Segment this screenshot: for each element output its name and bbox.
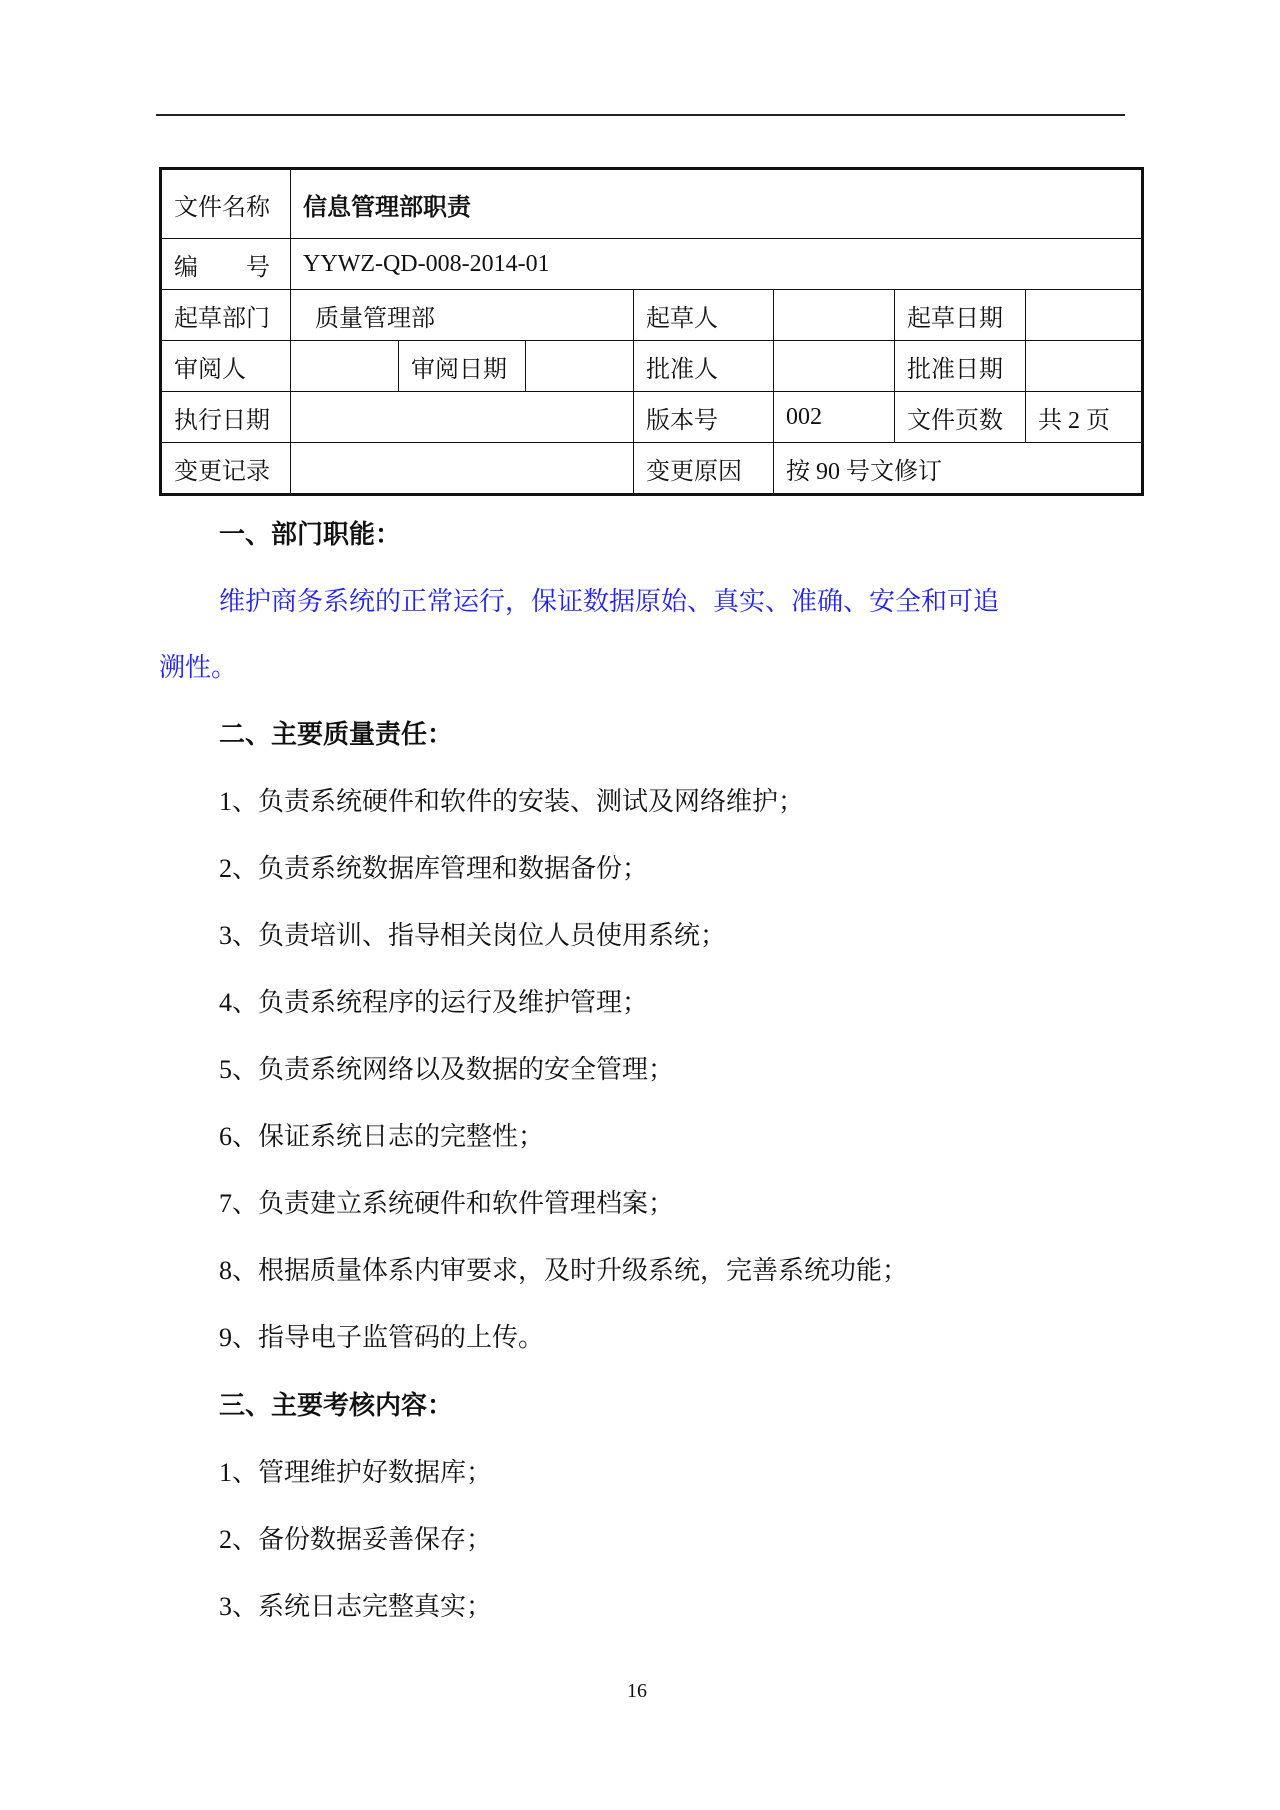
number-label: 编 号: [161, 239, 291, 290]
list-item: 3、负责培训、指导相关岗位人员使用系统；: [219, 921, 727, 950]
header-rule: [156, 114, 1125, 116]
section-1-body-line2: 溯性。: [159, 653, 238, 682]
review-date-value: [526, 341, 634, 392]
list-item: 1、负责系统硬件和软件的安装、测试及网络维护；: [219, 787, 805, 816]
change-reason-value: 按 90 号文修订: [774, 443, 1143, 495]
draft-date-label: 起草日期: [895, 290, 1026, 341]
approver-value: [774, 341, 895, 392]
list-item: 7、负责建立系统硬件和软件管理档案；: [219, 1189, 675, 1218]
version-value: 002: [774, 392, 895, 443]
list-item: 1、管理维护好数据库；: [219, 1458, 493, 1487]
file-name-value: 信息管理部职责: [291, 169, 1143, 239]
number-value: YYWZ-QD-008-2014-01: [291, 239, 1143, 290]
exec-date-label: 执行日期: [161, 392, 291, 443]
pages-value: 共 2 页: [1026, 392, 1143, 443]
page-number: 16: [627, 1680, 647, 1702]
reviewer-value: [291, 341, 399, 392]
change-reason-label: 变更原因: [634, 443, 774, 495]
change-record-label: 变更记录: [161, 443, 291, 495]
reviewer-label: 审阅人: [161, 341, 291, 392]
list-item: 2、备份数据妥善保存；: [219, 1525, 493, 1554]
draft-date-value: [1026, 290, 1143, 341]
review-date-label: 审阅日期: [399, 341, 526, 392]
draft-dept-label: 起草部门: [161, 290, 291, 341]
section-1-title: 一、部门职能：: [219, 520, 402, 549]
section-1-body-line1: 维护商务系统的正常运行，保证数据原始、真实、准确、安全和可追: [219, 587, 1000, 616]
section-2-title: 二、主要质量责任：: [219, 720, 454, 749]
version-label: 版本号: [634, 392, 774, 443]
exec-date-value: [291, 392, 634, 443]
list-item: 8、根据质量体系内审要求，及时升级系统，完善系统功能；: [219, 1256, 909, 1285]
file-name-label: 文件名称: [161, 169, 291, 239]
approve-date-value: [1026, 341, 1143, 392]
list-item: 4、负责系统程序的运行及维护管理；: [219, 988, 649, 1017]
list-item: 9、指导电子监管码的上传。: [219, 1323, 545, 1352]
list-item: 3、系统日志完整真实；: [219, 1592, 493, 1621]
drafter-value: [774, 290, 895, 341]
document-info-table: [159, 167, 1144, 496]
section-3-title: 三、主要考核内容：: [219, 1391, 454, 1420]
drafter-label: 起草人: [634, 290, 774, 341]
draft-dept-value: 质量管理部: [291, 290, 634, 341]
approve-date-label: 批准日期: [895, 341, 1026, 392]
pages-label: 文件页数: [895, 392, 1026, 443]
list-item: 6、保证系统日志的完整性；: [219, 1122, 545, 1151]
approver-label: 批准人: [634, 341, 774, 392]
list-item: 5、负责系统网络以及数据的安全管理；: [219, 1055, 675, 1084]
change-record-value: [291, 443, 634, 495]
list-item: 2、负责系统数据库管理和数据备份；: [219, 854, 649, 883]
